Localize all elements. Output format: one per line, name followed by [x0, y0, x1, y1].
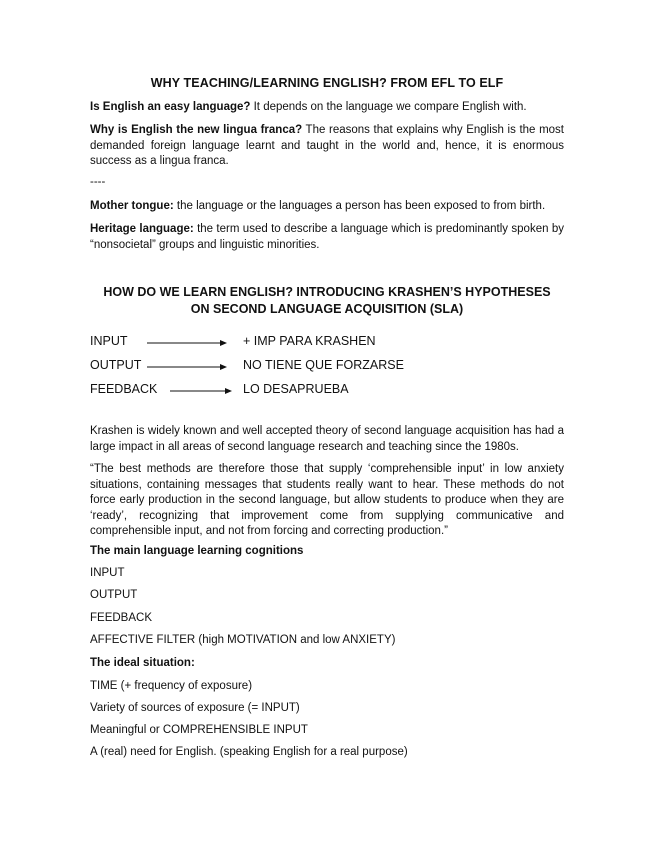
cognitions-heading: The main language learning cognitions	[90, 545, 304, 557]
arrow-row-label: FEEDBACK	[90, 382, 158, 396]
heritage-language-definition	[90, 222, 564, 253]
heritage-language-text: the term used to describe a language which is predominantly spoken by “nonsocietal” groups and linguistic minorities.	[90, 223, 564, 251]
heritage-language-label: Heritage language:	[90, 223, 194, 235]
arrow-row-value: LO DESAPRUEBA	[243, 382, 349, 396]
ideal-item: TIME (+ frequency of exposure)	[90, 680, 253, 692]
q-lingua-franca-label: Why is English the new lingua franca?	[90, 124, 303, 136]
mother-tongue-label: Mother tongue:	[90, 200, 174, 212]
right-arrow-icon	[170, 387, 232, 395]
arrow-row-output	[90, 358, 564, 374]
q-easy-language-label: Is English an easy language?	[90, 101, 251, 113]
separator: ----	[90, 176, 106, 188]
section2-title-line1: HOW DO WE LEARN ENGLISH? INTRODUCING KRASHEN’S HYPOTHESES	[103, 285, 551, 299]
arrow-row-value: + IMP PARA KRASHEN	[243, 334, 376, 348]
arrow-row-label: OUTPUT	[90, 358, 142, 372]
ideal-heading: The ideal situation:	[90, 657, 195, 669]
krashen-quote: “The best methods are therefore those that supply ‘comprehensible input’ in low anxiety situations, containing messages that students really want to hear. These methods do not force early production in the second language, but allow students to produce when they are ‘ready’, recognizing that improvement come from supplying communicative and comprehensible input, and not from forcing and correcting production.”	[90, 463, 564, 537]
mother-tongue-text: the language or the languages a person has been exposed to from birth.	[173, 200, 546, 212]
q-lingua-franca	[90, 123, 564, 170]
cognition-item: FEEDBACK	[90, 612, 152, 624]
arrow-row-input	[90, 334, 564, 350]
mother-tongue-definition	[90, 199, 564, 215]
q-lingua-franca-text: The reasons that explains why English is the most demanded foreign language learnt and taught in the world and, hence, it is enormous success as a lingua franca.	[90, 124, 564, 167]
ideal-item: A (real) need for English. (speaking English for a real purpose)	[90, 746, 408, 758]
section2-title-line2: ON SECOND LANGUAGE ACQUISITION (SLA)	[190, 302, 464, 316]
arrow-row-label: INPUT	[90, 334, 128, 348]
arrow-row-value: NO TIENE QUE FORZARSE	[243, 358, 404, 372]
section1-title: WHY TEACHING/LEARNING ENGLISH? FROM EFL TO ELF	[150, 76, 504, 90]
arrow-row-feedback	[90, 382, 564, 398]
q-easy-language-text: It depends on the language we compare English with.	[250, 101, 527, 113]
krashen-paragraph: Krashen is widely known and well accepted theory of second language acquisition has had a large impact in all areas of second language research and teaching since the 1980s.	[90, 425, 564, 453]
right-arrow-icon	[147, 363, 227, 371]
section2-title	[90, 284, 564, 318]
right-arrow-icon	[147, 339, 227, 347]
cognition-item: AFFECTIVE FILTER (high MOTIVATION and low ANXIETY)	[90, 634, 396, 646]
cognition-item: OUTPUT	[90, 589, 138, 601]
cognition-item: INPUT	[90, 567, 125, 579]
ideal-item: Variety of sources of exposure (= INPUT)	[90, 702, 300, 714]
q-easy-language	[90, 100, 564, 116]
ideal-item: Meaningful or COMPREHENSIBLE INPUT	[90, 724, 308, 736]
